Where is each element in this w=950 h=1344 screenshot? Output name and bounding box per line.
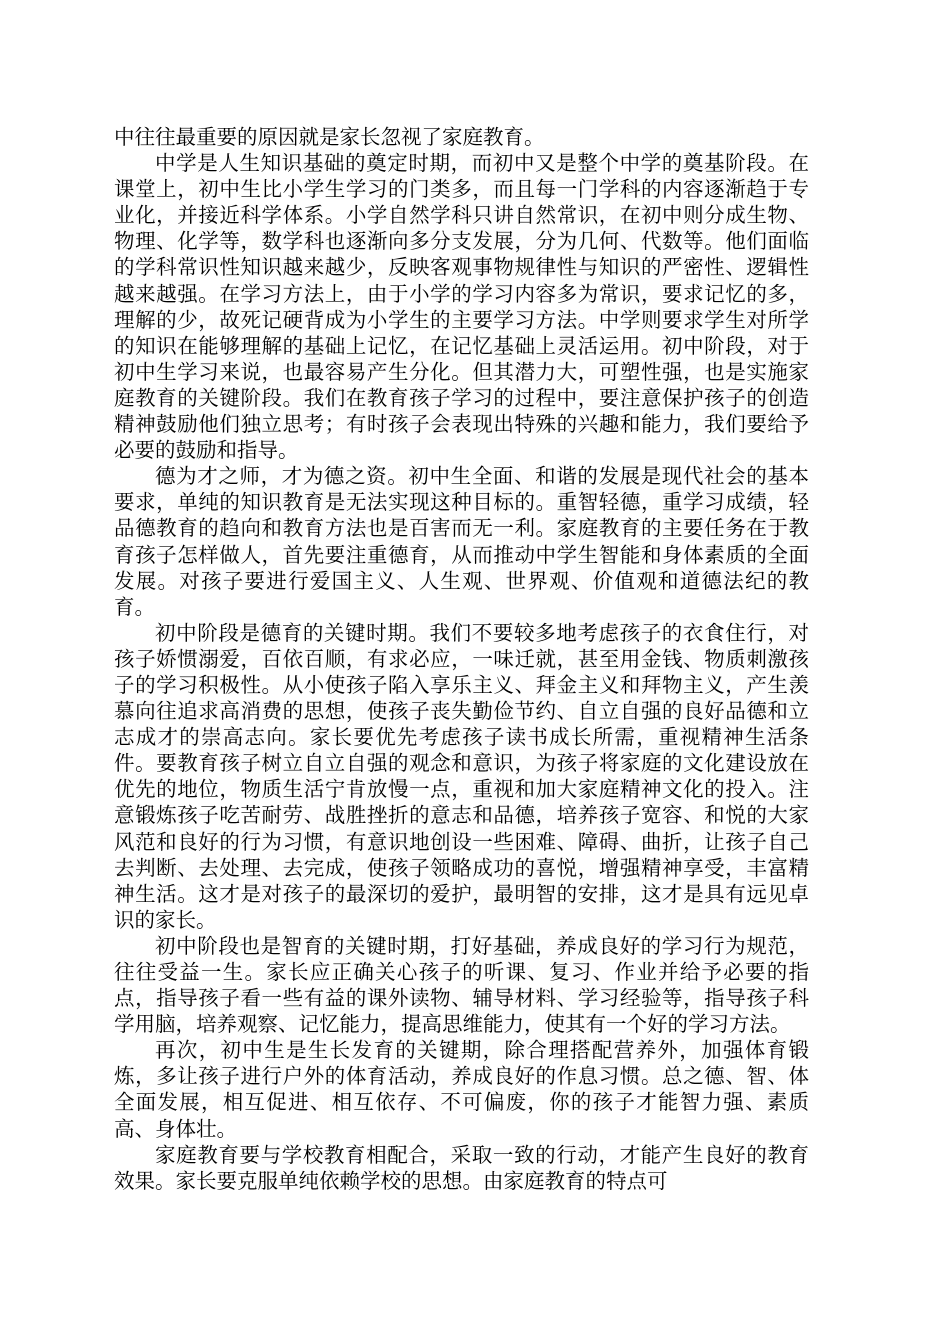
- paragraph-intellectual-education: 初中阶段也是智育的关键时期，打好基础，养成良好的学习行为规范，往往受益一生。家长应正确关心孩子的听课、复习、作业并给予必要的指点，指导孩子看一些有益的课外读物、辅导材料、学习经验等，指导孩子科学用脑，培养观察、记忆能力，提高思维能力，使其有一个好的学习方法。: [114, 933, 809, 1037]
- document-page: [114, 124, 809, 1194]
- paragraph-family-school-cooperation: 家庭教育要与学校教育相配合，采取一致的行动，才能产生良好的教育效果。家长要克服单纯依赖学校的思想。由家庭教育的特点可: [114, 1142, 809, 1193]
- paragraph-middle-school-foundation: 中学是人生知识基础的奠定时期，而初中又是整个中学的奠基阶段。在课堂上，初中生比小学生学习的门类多，而且每一门学科的内容逐渐趋于专业化，并接近科学体系。小学自然学科只讲自然常识，在初中则分成生物、物理、化学等，数学科也逐渐向多分支发展，分为几何、代数等。他们面临的学科常识性知识越来越少，反映客观事物规律性与知识的严密性、逻辑性越来越强。在学习方法上，由于小学的学习内容多为常识，要求记忆的多，理解的少，故死记硬背成为小学生的主要学习方法。中学则要求学生对所学的知识在能够理解的基础上记忆，在记忆基础上灵活运用。初中阶段，对于初中生学习来说，也最容易产生分化。但其潜力大，可塑性强，也是实施家庭教育的关键阶段。我们在教育孩子学习的过程中，要注意保护孩子的创造精神鼓励他们独立思考；有时孩子会表现出特殊的兴趣和能力，我们要给予必要的鼓励和指导。: [114, 151, 809, 463]
- paragraph-physical-development: 再次，初中生是生长发育的关键期，除合理搭配营养外，加强体育锻炼，多让孩子进行户外的体育活动，养成良好的作息习惯。总之德、智、体全面发展，相互促进、相互依存、不可偏废，你的孩子才能智力强、素质高、身体壮。: [114, 1038, 809, 1141]
- paragraph-moral-education: 初中阶段是德育的关键时期。我们不要较多地考虑孩子的衣食住行，对孩子娇惯溺爱，百依百顺，有求必应，一味迁就，甚至用金钱、物质刺激孩子的学习积极性。从小使孩子陷入享乐主义、拜金主义和拜物主义，产生羡慕向往追求高消费的思想，使孩子丧失勤俭节约、自立自强的良好品德和立志成才的崇高志向。家长要优先考虑孩子读书成长所需，重视精神生活条件。要教育孩子树立自立自强的观念和意识，为孩子将家庭的文化建设放在优先的地位，物质生活宁肯放慢一点，重视和加大家庭精神文化的投入。注意锻炼孩子吃苦耐劳、战胜挫折的意志和品德，培养孩子宽容、和悦的大家风范和良好的行为习惯，有意识地创设一些困难、障碍、曲折，让孩子自己去判断、去处理、去完成，使孩子领略成功的喜悦，增强精神享受，丰富精神生活。这才是对孩子的最深切的爱护，最明智的安排，这才是具有远见卓识的家长。: [114, 620, 809, 932]
- paragraph-continuation: 中往往最重要的原因就是家长忽视了家庭教育。: [114, 125, 545, 149]
- paragraph-virtue-and-talent: 德为才之师，才为德之资。初中生全面、和谐的发展是现代社会的基本要求，单纯的知识教育是无法实现这种目标的。重智轻德，重学习成绩，轻品德教育的趋向和教育方法也是百害而无一利。家庭教育的主要任务在于教育孩子怎样做人，首先要注重德育，从而推动中学生智能和身体素质的全面发展。对孩子要进行爱国主义、人生观、世界观、价值观和道德法纪的教育。: [114, 464, 809, 619]
